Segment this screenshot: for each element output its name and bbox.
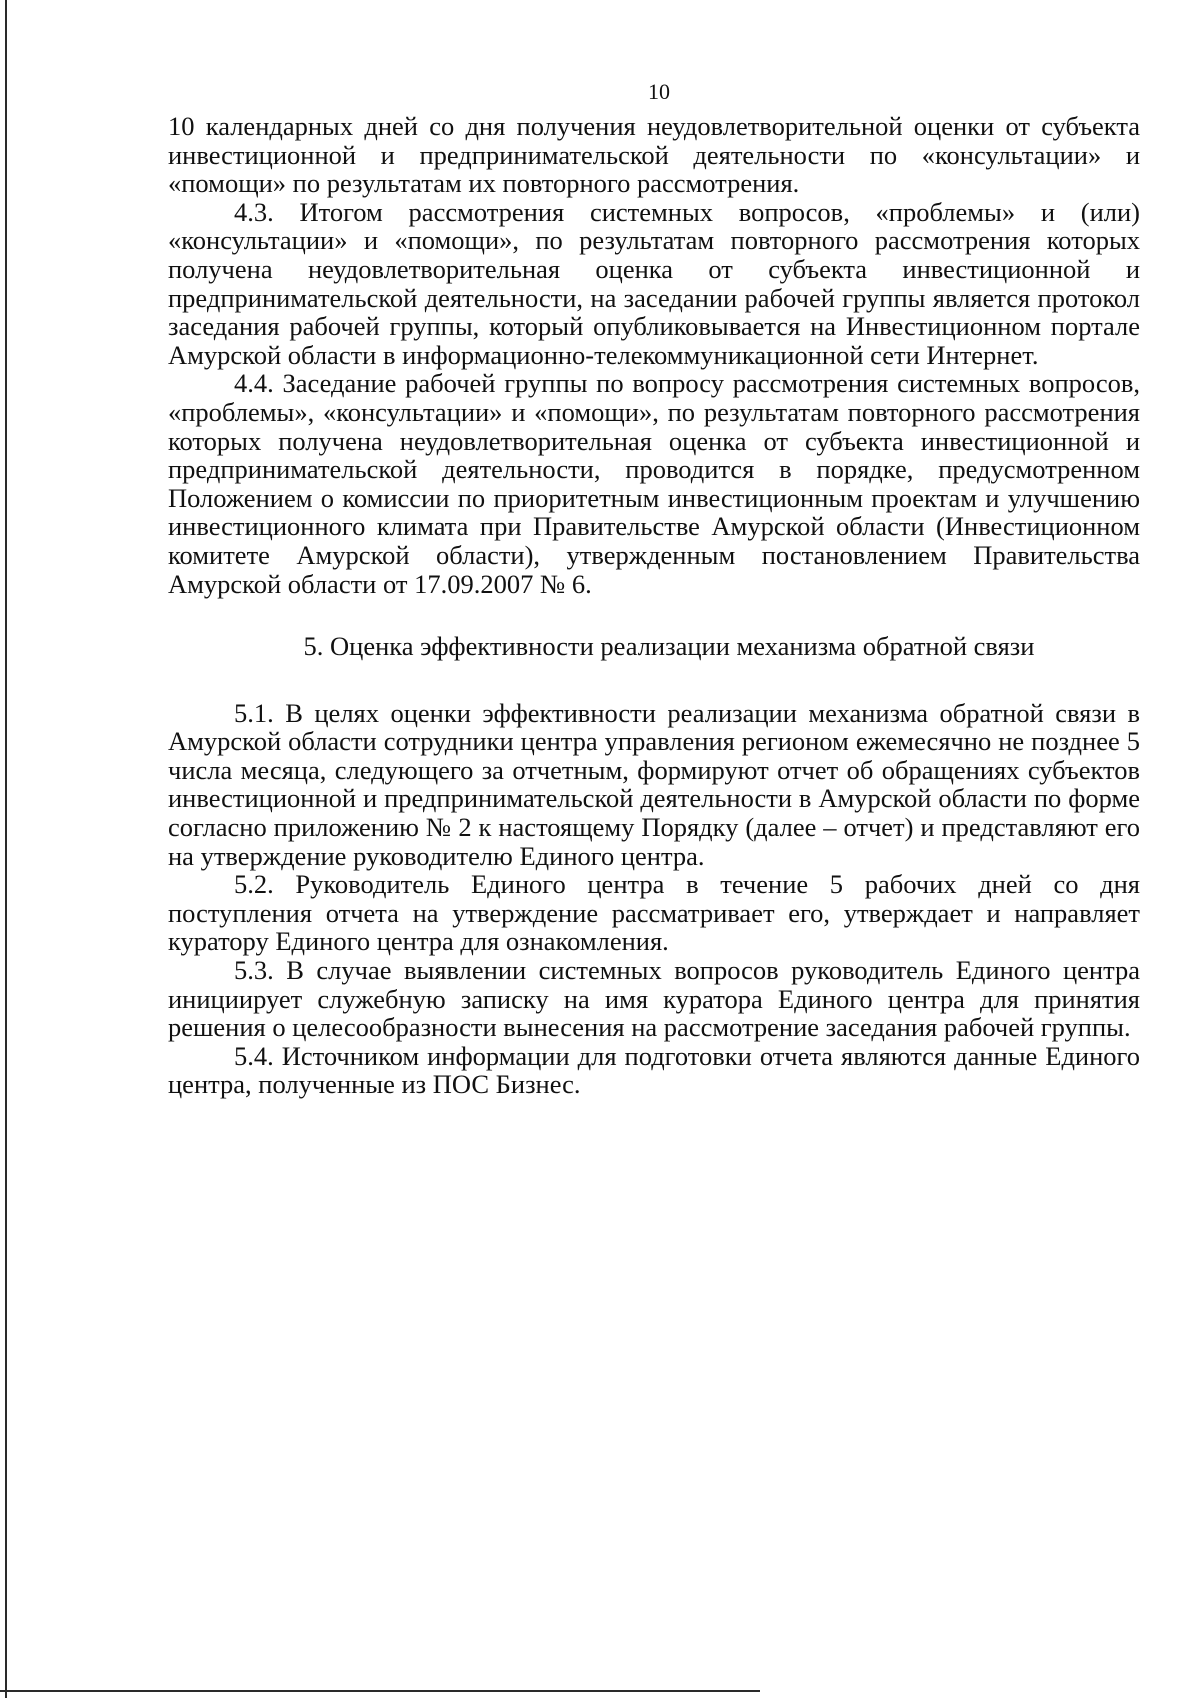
paragraph-clause-4-4: 4.4. Заседание рабочей группы по вопросу рассмотрения системных вопросов, «проблемы», «консультации» и «помощи», по результатам повторного рассмотрения которых получена неудовлетворительная оценка от субъекта инвестиционной и предпринимательской деятельности, проводится в порядке, предусмотренном Положением о комиссии по приоритетным инвестиционным проектам и улучшению инвестиционного климата при Правительстве Амурской области (Инвестиционном комитете Амурской области), утвержденным постановлением Правительства Амурской области от 17.09.2007 № 6. (168, 368, 1140, 599)
paragraph-clause-5-4: 5.4. Источником информации для подготовки отчета являются данные Единого центра, полученные из ПОС Бизнес. (168, 1040, 1140, 1100)
scan-edge-left (5, 0, 7, 1698)
section-heading: 5. Оценка эффективности реализации механизма обратной связи (303, 631, 1035, 662)
paragraph-clause-5-1: 5.1. В целях оценки эффективности реализации механизма обратной связи в Амурской области сотрудники центра управления регионом ежемесячно не позднее 5 числа месяца, следующего за отчетным, формируют отчет об обращениях субъектов инвестиционной и предпринимательской деятельности в Амурской области по форме согласно приложению № 2 к настоящему Порядку (далее – отчет) и представляют его на утверждение руководителю Единого центра. (168, 697, 1140, 871)
paragraph-continuation: 10 календарных дней со дня получения неудовлетворительной оценки от субъекта инвестиционной и предпринимательской деятельности по «консультации» и «помощи» по результатам их повторного рассмотрения. (168, 111, 1140, 199)
paragraph-clause-5-2: 5.2. Руководитель Единого центра в течение 5 рабочих дней со дня поступления отчета на утверждение рассматривает его, утверждает и направляет куратору Единого центра для ознакомления. (168, 869, 1140, 957)
scan-edge-bottom (0, 1690, 760, 1692)
page-number: 10 (648, 79, 670, 104)
paragraph-clause-4-3: 4.3. Итогом рассмотрения системных вопросов, «проблемы» и (или) «консультации» и «помощи», по результатам повторного рассмотрения которых получена неудовлетворительная оценка от субъекта инвестиционной и предпринимательской деятельности, на заседании рабочей группы является протокол заседания рабочей группы, который опубликовывается на Инвестиционном портале Амурской области в информационно-телекоммуникационной сети Интернет. (168, 196, 1140, 370)
document-page (168, 72, 1140, 1099)
paragraph-clause-5-3: 5.3. В случае выявлении системных вопросов руководитель Единого центра инициирует служебную записку на имя куратора Единого центра для принятия решения о целесообразности вынесения на рассмотрение заседания рабочей группы. (168, 955, 1140, 1043)
